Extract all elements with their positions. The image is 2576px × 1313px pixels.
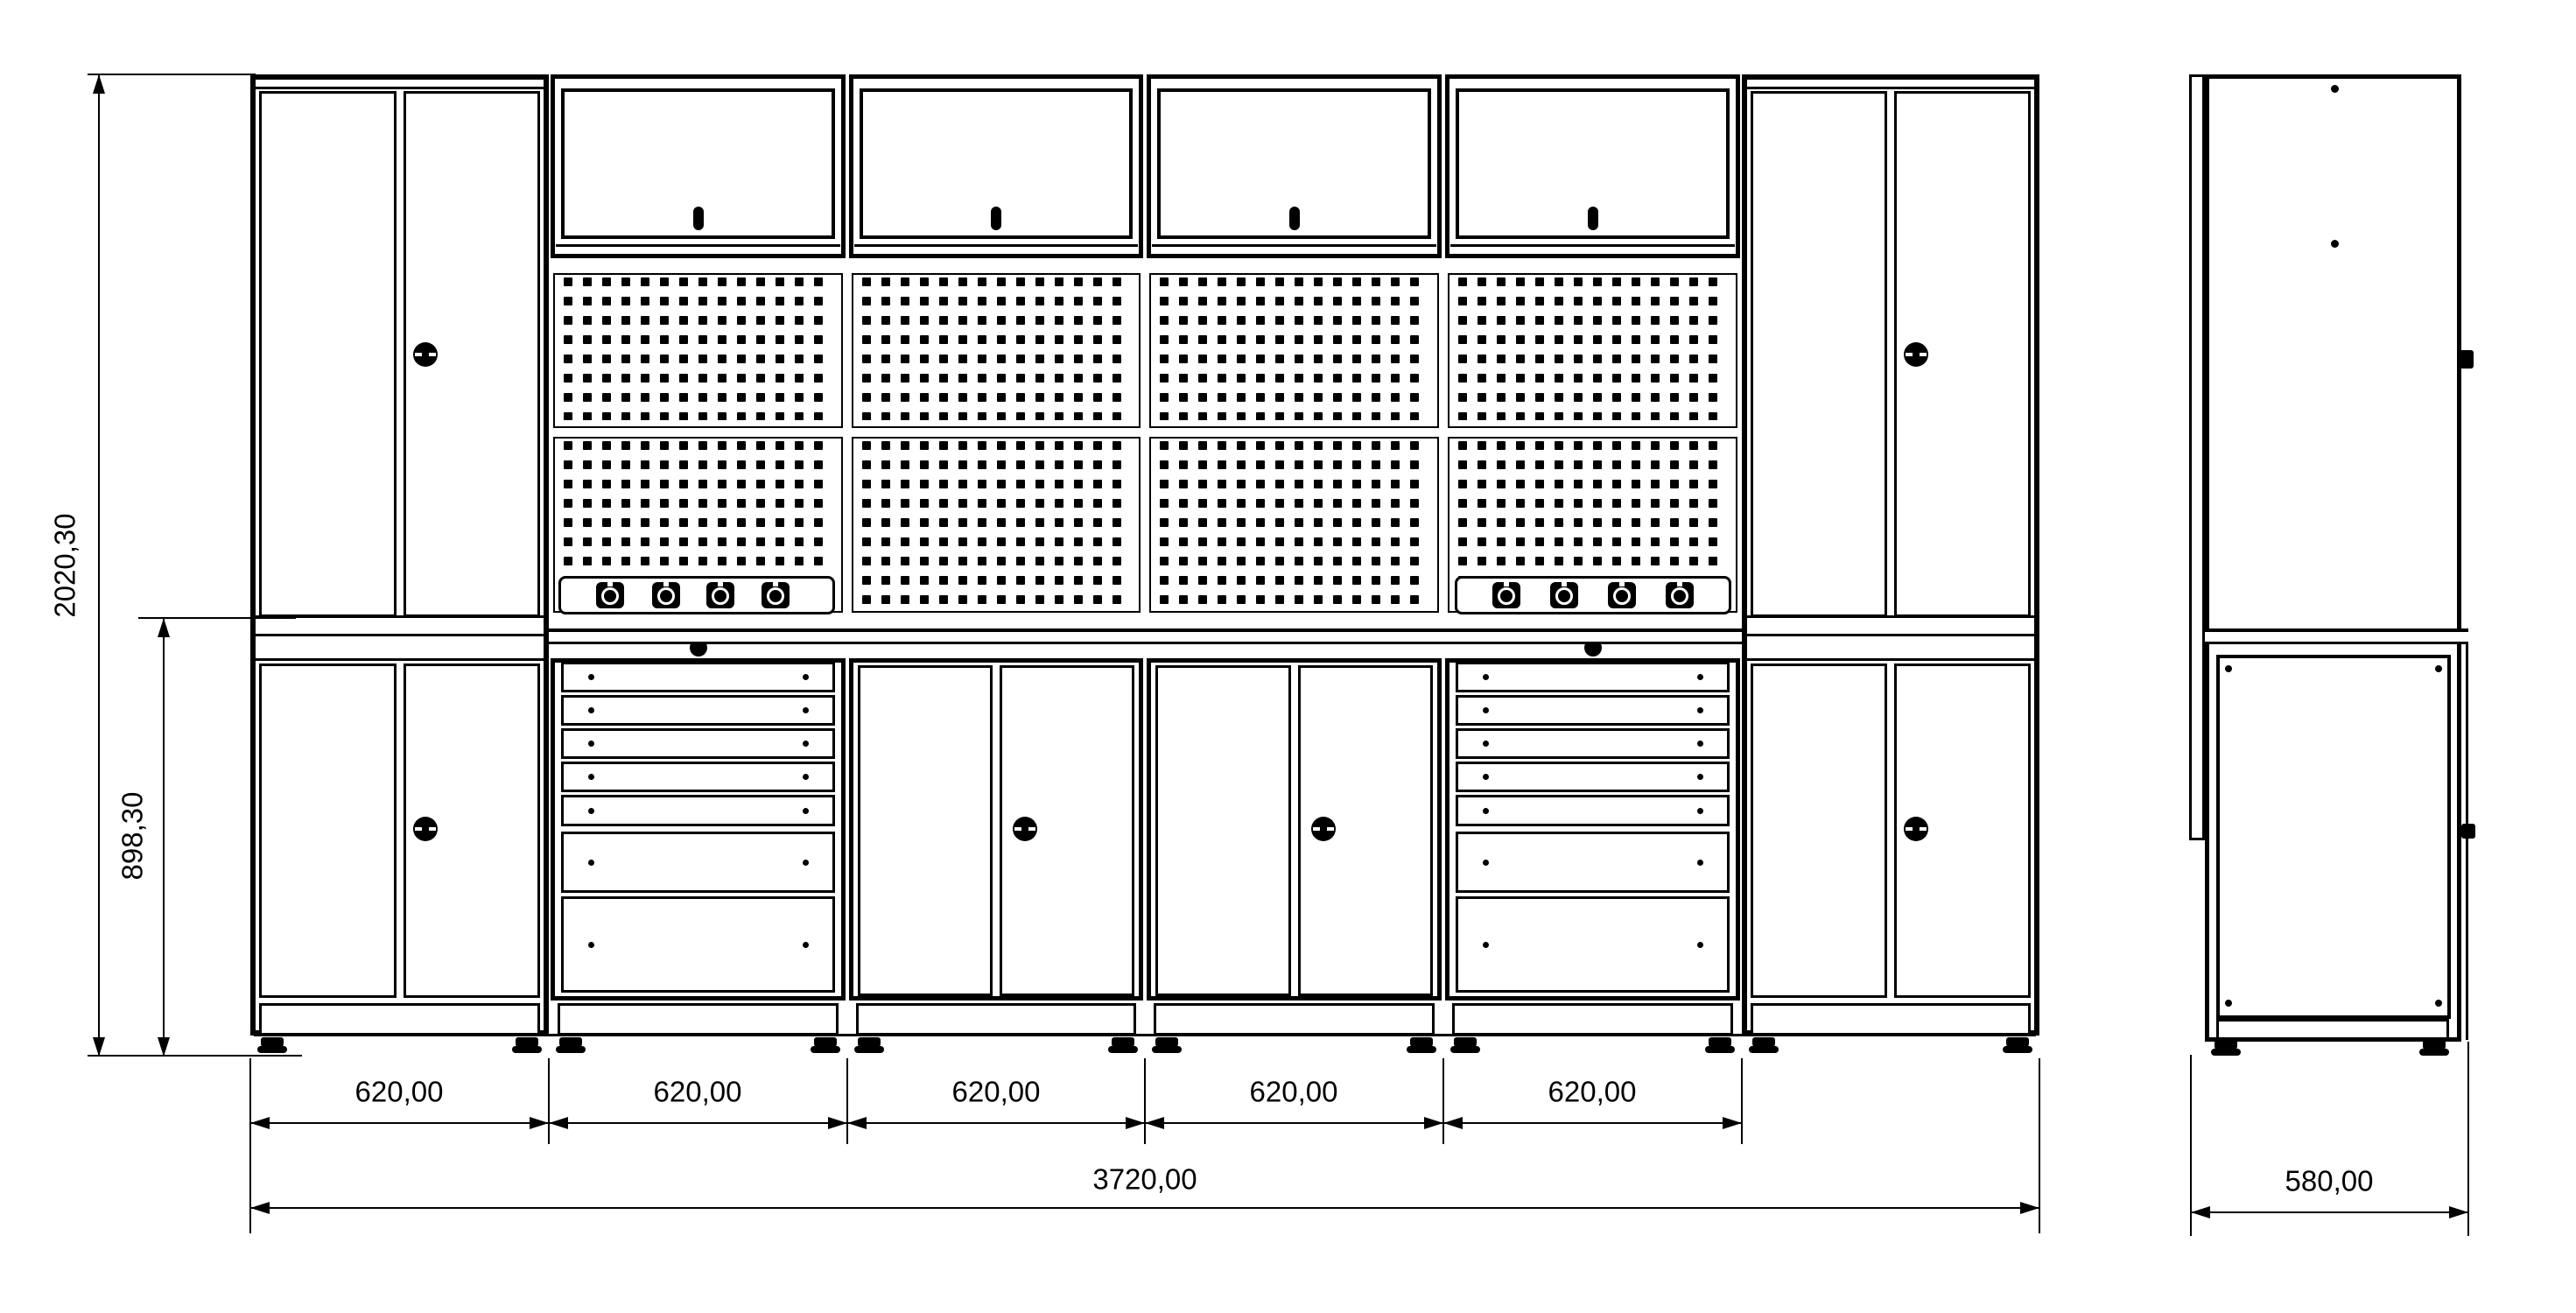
plinth-bottom-line <box>254 1034 2036 1036</box>
dimension-label-module-width-1: 620,00 <box>354 1075 444 1108</box>
power-socket-icon <box>1492 582 1520 608</box>
dimension-label-lower-height: 898,30 <box>116 791 149 881</box>
socket-ring <box>1671 587 1688 605</box>
module-drawers-left-pegboard-upper-dots <box>564 277 832 420</box>
module-drawers-right-drawer-screw <box>1483 942 1489 948</box>
dimension-arrow <box>93 1037 105 1057</box>
ext-line <box>846 1058 848 1144</box>
tall-cabinet-left-foot <box>516 1037 538 1049</box>
dim-line-depth <box>2191 1211 2468 1213</box>
module-drawers-right-plinth <box>1452 1003 1733 1036</box>
handle-dash <box>1327 827 1334 831</box>
handle-dash <box>1920 353 1927 356</box>
module-drawers-right-drawer-screw <box>1697 942 1703 948</box>
module-drawers-right-bottom-shelf-line <box>1450 244 1735 247</box>
side-foot <box>2423 1040 2446 1051</box>
power-socket-icon <box>652 582 680 608</box>
ext-line <box>1144 1058 1146 1144</box>
module-drawers-right-foot <box>1709 1037 1731 1049</box>
module-drawers-right-drawer-screw <box>1483 808 1489 814</box>
tall-cabinet-right-lower-door-left <box>1751 664 1887 998</box>
module-drawers-right-drawer-screw <box>1483 741 1489 747</box>
module-drawers-left-drawer-screw <box>588 741 594 747</box>
module-doors-2-foot <box>1155 1037 1178 1049</box>
socket-ring <box>601 587 619 605</box>
handle-dash <box>415 827 422 831</box>
socket-clip <box>1677 582 1682 586</box>
dimension-label-module-width-3: 620,00 <box>951 1075 1041 1108</box>
module-drawers-left-drawer-screw <box>803 741 809 747</box>
tall-cabinet-left-lower-door-left <box>259 664 397 998</box>
module-doors-2-pegboard-upper-dots <box>1160 277 1428 420</box>
tall-cabinet-left-top-rail <box>256 87 544 89</box>
tall-cabinet-left-lower-handle-icon <box>413 817 438 841</box>
module-drawers-left-drawer-screw <box>588 808 594 814</box>
module-drawers-left-drawer-screw <box>588 674 594 680</box>
handle-dash <box>1014 827 1021 831</box>
tall-cabinet-left-plinth <box>259 1003 540 1036</box>
module-doors-1-pegboard-upper-dots <box>862 277 1130 420</box>
power-socket-icon <box>596 582 624 608</box>
side-door-screw <box>2225 1000 2232 1007</box>
socket-clip <box>663 582 669 586</box>
tall-cabinet-left-upper-handle-icon <box>413 342 438 367</box>
module-drawers-right-pegboard-upper-dots <box>1458 277 1727 420</box>
dim-line-total-width <box>250 1207 2039 1209</box>
module-doors-1-bottom-shelf-line <box>854 244 1138 247</box>
side-back-rail <box>2189 74 2205 840</box>
dimension-label-module-width-2: 620,00 <box>653 1075 742 1108</box>
module-doors-2-pegboard-lower-dots <box>1160 441 1428 605</box>
module-drawers-left-drawer-screw <box>588 942 594 948</box>
module-drawers-left-flip-door-handle-icon <box>693 207 704 230</box>
module-drawers-right-drawer-screw <box>1483 707 1489 713</box>
dimension-label-depth: 580,00 <box>2285 1164 2374 1197</box>
dimension-label-total-height: 2020,30 <box>48 513 81 618</box>
module-drawers-right-drawer-front-6 <box>1456 832 1730 893</box>
module-doors-1-flip-door-handle-icon <box>991 207 1001 230</box>
side-screw <box>2331 240 2339 248</box>
module-drawers-right-drawer-front-3 <box>1456 728 1730 759</box>
module-drawers-right-drawer-screw <box>1697 774 1703 780</box>
module-drawers-right-drawer-screw <box>1697 741 1703 747</box>
tall-cabinet-right-worktop-line <box>1747 634 2034 636</box>
ext-line <box>1741 1058 1743 1144</box>
power-socket-icon <box>1608 582 1636 608</box>
tall-cabinet-right-top-rail <box>1747 87 2034 89</box>
module-doors-1-door-left <box>858 665 993 996</box>
tall-cabinet-left-junction-line <box>256 615 544 618</box>
side-door-screw <box>2225 665 2232 672</box>
module-drawers-left-drawer-screw <box>803 774 809 780</box>
dim-line-module-widths <box>250 1122 1742 1124</box>
tall-cabinet-right-junction-line <box>1747 615 2034 618</box>
module-drawers-left-drawer-front-3 <box>561 728 835 759</box>
dimension-arrow <box>158 1037 170 1057</box>
module-doors-1-foot <box>858 1037 881 1049</box>
module-doors-2-bottom-shelf-line <box>1152 244 1436 247</box>
ext-line <box>548 1058 550 1144</box>
side-lower-door <box>2216 655 2451 1019</box>
tall-cabinet-left-junction-line <box>256 658 544 661</box>
power-socket-icon <box>1666 582 1694 608</box>
tall-cabinet-right-foot <box>2006 1037 2029 1049</box>
socket-ring <box>1613 587 1631 605</box>
tall-cabinet-right-plinth <box>1751 1003 2031 1036</box>
handle-dash <box>415 353 422 356</box>
dim-line-lower-height <box>163 618 165 1057</box>
module-drawers-left-drawer-front-6 <box>561 832 835 893</box>
handle-dash <box>1313 827 1320 831</box>
dimension-arrow <box>1723 1117 1742 1129</box>
module-drawers-right-drawer-screw <box>1697 860 1703 866</box>
module-drawers-right-drawer-screw <box>1697 808 1703 814</box>
dimension-arrow <box>2449 1206 2468 1218</box>
dimension-arrow <box>847 1117 867 1129</box>
socket-clip <box>1504 582 1509 586</box>
module-doors-2-door-left <box>1155 665 1291 996</box>
socket-clip <box>718 582 723 586</box>
tall-cabinet-left-foot <box>261 1037 284 1049</box>
module-drawers-right-drawer-screw <box>1697 674 1703 680</box>
dimension-arrow <box>250 1117 270 1129</box>
module-drawers-right-drawer-screw <box>1483 860 1489 866</box>
socket-clip <box>1562 582 1567 586</box>
side-plinth <box>2216 1019 2449 1040</box>
dimension-arrow <box>530 1117 549 1129</box>
module-doors-2-handle-icon <box>1311 817 1336 841</box>
dimension-arrow <box>2020 1202 2039 1214</box>
side-foot <box>2215 1040 2237 1051</box>
power-socket-icon <box>762 582 790 608</box>
dimension-arrow <box>1126 1117 1145 1129</box>
module-drawers-left-drawer-front-7 <box>561 896 835 993</box>
module-drawers-left-drawer-screw <box>588 707 594 713</box>
module-drawers-left-drawer-screw <box>588 774 594 780</box>
tall-cabinet-left-upper-door-left <box>259 91 397 617</box>
socket-clip <box>607 582 613 586</box>
module-drawers-left-foot <box>559 1037 582 1049</box>
module-drawers-left-drawer-screw <box>803 860 809 866</box>
dimension-label-module-width-5: 620,00 <box>1548 1075 1637 1108</box>
side-door-screw <box>2435 665 2442 672</box>
tall-cabinet-right-upper-door-left <box>1751 91 1887 617</box>
module-drawers-right-drawer-front-4 <box>1456 762 1730 792</box>
dim-line-total-height <box>98 74 100 1057</box>
module-drawers-left-drawer-screw <box>803 942 809 948</box>
module-doors-1-foot <box>1112 1037 1134 1049</box>
dimension-arrow <box>158 618 170 637</box>
module-drawers-right-drawer-front-1 <box>1456 662 1730 692</box>
module-drawers-left-drawer-front-2 <box>561 695 835 726</box>
dimension-arrow <box>1443 1117 1463 1129</box>
module-drawers-left-drawer-front-5 <box>561 795 835 826</box>
socket-ring <box>657 587 675 605</box>
dimension-label-total-width: 3720,00 <box>1092 1162 1197 1196</box>
dimension-arrow <box>1424 1117 1443 1129</box>
power-socket-icon <box>1550 582 1578 608</box>
socket-ring <box>767 587 784 605</box>
module-drawers-left-drawer-screw <box>803 674 809 680</box>
module-drawers-right-drawer-screw <box>1483 674 1489 680</box>
socket-clip <box>1619 582 1625 586</box>
dimension-arrow <box>549 1117 568 1129</box>
ext-line <box>88 1055 302 1057</box>
module-drawers-left-drawer-screw <box>803 707 809 713</box>
handle-dash <box>1906 353 1913 356</box>
side-screw <box>2331 85 2339 93</box>
socket-ring <box>1498 587 1515 605</box>
dimension-arrow <box>1145 1117 1164 1129</box>
module-drawers-right-flip-door-handle-icon <box>1588 207 1598 230</box>
module-doors-2-foot <box>1410 1037 1433 1049</box>
module-drawers-left-drawer-front-4 <box>561 762 835 792</box>
module-drawers-right-drawer-screw <box>1483 774 1489 780</box>
ext-line <box>1442 1058 1444 1144</box>
socket-ring <box>712 587 729 605</box>
tall-cabinet-left-worktop-line <box>256 634 544 636</box>
tall-cabinet-right-foot <box>1752 1037 1775 1049</box>
module-drawers-left-drawer-screw <box>803 808 809 814</box>
module-drawers-right-drawer-front-5 <box>1456 795 1730 826</box>
module-doors-1-plinth <box>856 1003 1136 1036</box>
handle-dash <box>1906 827 1913 831</box>
module-doors-1-handle-icon <box>1013 817 1037 841</box>
socket-clip <box>773 582 778 586</box>
dimension-arrow <box>93 74 105 94</box>
dimension-label-module-width-4: 620,00 <box>1249 1075 1338 1108</box>
dimension-arrow <box>2191 1206 2210 1218</box>
module-drawers-right-foot <box>1454 1037 1477 1049</box>
tall-cabinet-right-junction-line <box>1747 658 2034 661</box>
handle-dash <box>429 827 436 831</box>
handle-dash <box>1028 827 1035 831</box>
module-drawers-left-drawer-screw <box>588 860 594 866</box>
module-drawers-left-plinth <box>558 1003 839 1036</box>
module-doors-1-pegboard-lower-dots <box>862 441 1130 605</box>
side-front-edge <box>2466 644 2468 1040</box>
side-door-screw <box>2435 1000 2442 1007</box>
side-lower-latch-icon <box>2461 824 2475 839</box>
module-drawers-left-foot <box>814 1037 837 1049</box>
worktop <box>549 628 1742 644</box>
tall-cabinet-right-lower-handle-icon <box>1904 817 1928 841</box>
module-doors-2-flip-door-handle-icon <box>1289 207 1300 230</box>
dimension-arrow <box>828 1117 847 1129</box>
socket-ring <box>1555 587 1573 605</box>
side-worktop <box>2205 628 2468 644</box>
module-drawers-right-drawer-screw <box>1697 707 1703 713</box>
module-drawers-right-drawer-front-7 <box>1456 896 1730 993</box>
dimension-arrow <box>250 1202 270 1214</box>
handle-dash <box>1920 827 1927 831</box>
ext-line <box>88 74 256 75</box>
module-drawers-left-bottom-shelf-line <box>556 244 840 247</box>
handle-dash <box>429 353 436 356</box>
module-doors-2-plinth <box>1154 1003 1435 1036</box>
power-socket-icon <box>706 582 734 608</box>
side-upper-latch-icon <box>2460 350 2474 369</box>
module-drawers-right-drawer-front-2 <box>1456 695 1730 726</box>
module-drawers-left-drawer-front-1 <box>561 662 835 692</box>
tall-cabinet-right-upper-handle-icon <box>1904 342 1928 367</box>
